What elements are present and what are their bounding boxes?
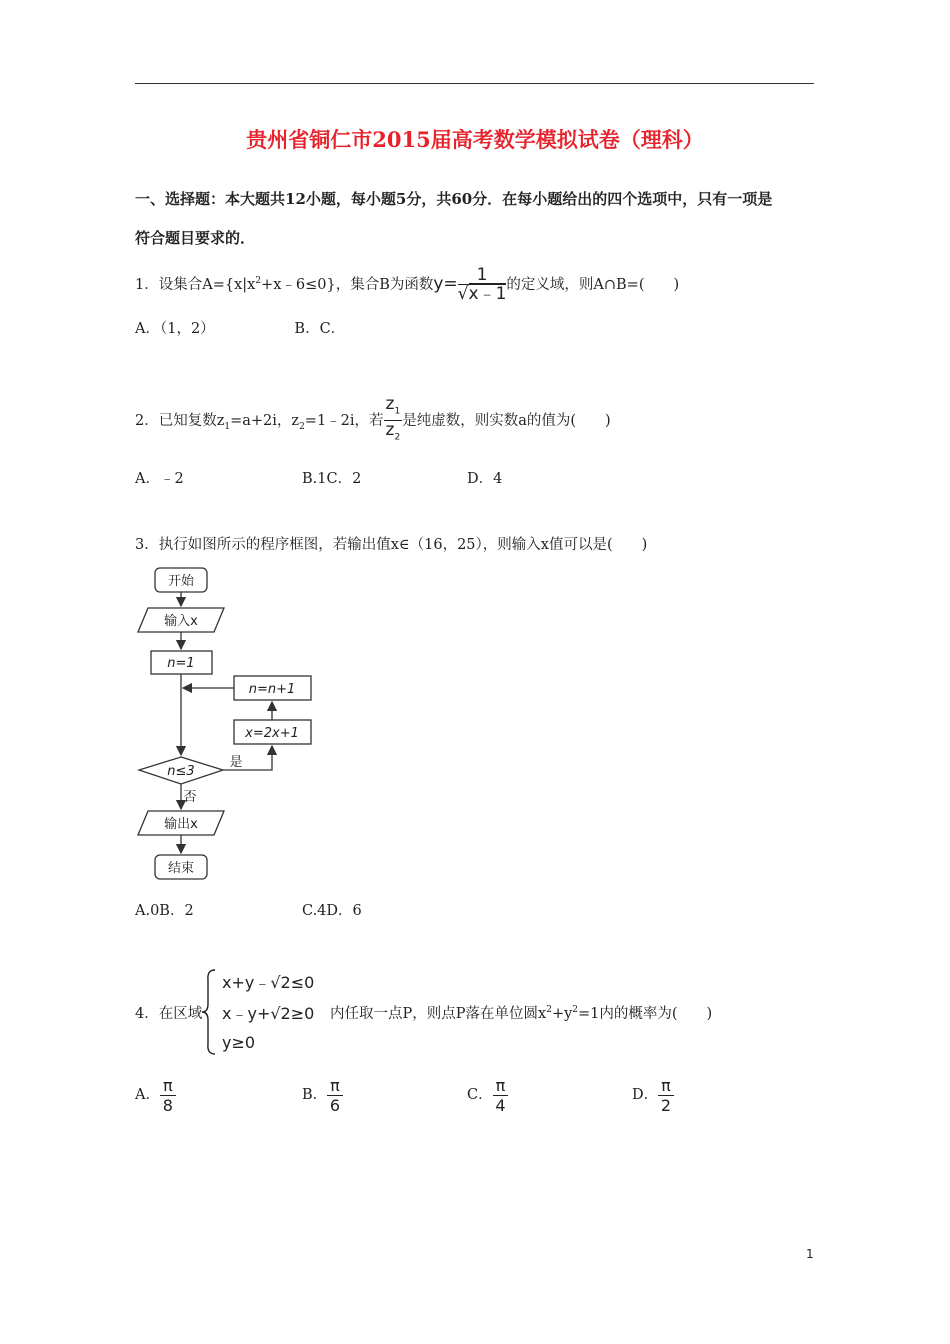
q1-den-text: x﹣1 (468, 284, 507, 305)
page-title: 贵州省铜仁市2015届高考数学模拟试卷（理科） (246, 127, 704, 152)
q2-num-z: z (385, 394, 395, 414)
section-heading-line2: 符合题目要求的． (135, 229, 256, 247)
q4-opt-d-fraction (658, 1076, 674, 1115)
q4-opt-d-label: D． (632, 1087, 659, 1103)
q2-prefix: 2．已知复数z (135, 412, 225, 429)
question-1 (135, 262, 679, 304)
q1-sup: 2 (255, 276, 262, 286)
q1-y: y= (433, 273, 458, 294)
q4-prefix: 4．在区域 (135, 1006, 203, 1022)
q1-mid: +x﹣6≤0}，集合B为函数 (261, 276, 434, 293)
q4-opt-b-label: B． (302, 1087, 328, 1103)
flow-end-label: 结束 (167, 861, 195, 876)
q4-suffix-b: +y (551, 1006, 573, 1022)
question-2 (135, 395, 611, 449)
q2-den-z: z (385, 420, 395, 441)
q3-options-cd: C.4D．6 (302, 903, 362, 919)
q4-inequality-2: x﹣y+√2≥0 (222, 1004, 315, 1023)
q1-fraction (458, 266, 507, 303)
flow-output-label: 输出x (164, 817, 198, 832)
q4-option-b (302, 1074, 343, 1116)
q2-den (384, 421, 403, 446)
q4-option-d (632, 1074, 674, 1116)
question-3: 3．执行如图所示的程序框图，若输出值x∈（16，25），则输入x值可以是( ) (135, 537, 648, 553)
flow-yes-label: 是 (229, 755, 243, 770)
q4-sup2: 2 (572, 1005, 579, 1016)
q4-sup1: 2 (546, 1005, 552, 1016)
q4-opt-a-num: π (160, 1076, 176, 1096)
q2-sub1: 1 (224, 421, 231, 432)
q1-num: 1 (458, 266, 507, 285)
q2-num (384, 395, 403, 421)
q1-prefix: 1．设集合A={x|x (135, 276, 256, 293)
q4-opt-d-num: π (658, 1076, 674, 1096)
q2-option-d: D．4 (467, 471, 503, 487)
page-number: 1 (806, 1247, 814, 1261)
flow-init-label: n=1 (167, 656, 195, 671)
q4-opt-a-den: 8 (162, 1095, 173, 1115)
q4-opt-c-fraction (493, 1076, 509, 1115)
q4-opt-b-fraction (327, 1076, 343, 1115)
q1-options: A．（1，2） B．C． (135, 321, 346, 337)
q2-fraction (384, 395, 403, 447)
q4-opt-b-den: 6 (329, 1095, 341, 1115)
q4-suffix-c: =1内的概率为( ) (578, 1006, 713, 1022)
flow-assign-label: x=2x+1 (245, 726, 299, 741)
q2-suffix: 是纯虚数，则实数a的值为( ) (402, 412, 611, 429)
q4-suffix-a: 内任取一点P，则点P落在单位圆x (330, 1006, 547, 1022)
q1-den: √x﹣1 (457, 284, 507, 305)
flow-no-label: 否 (183, 790, 197, 805)
flow-increment-label: n=n+1 (248, 682, 296, 697)
flow-condition-label: n≤3 (167, 764, 195, 779)
q4-brace (201, 968, 217, 1056)
q2-den-sub: 2 (394, 432, 401, 443)
q3-options-ab: A.0B．2 (135, 903, 194, 919)
q1-suffix: 的定义域，则A∩B=( ) (506, 276, 680, 293)
q2-num-sub: 1 (394, 406, 401, 417)
flowchart (130, 560, 330, 885)
q4-option-a (135, 1074, 176, 1116)
q4-inequality-3: y≥0 (222, 1033, 256, 1052)
flow-start-label: 开始 (167, 574, 195, 589)
q4-opt-c-den: 4 (495, 1095, 506, 1115)
q4-opt-a-fraction (160, 1076, 176, 1115)
q4-opt-c-num: π (493, 1076, 509, 1096)
q4-opt-b-num: π (327, 1076, 343, 1096)
q4-opt-d-den: 2 (660, 1095, 672, 1115)
q2-mid2: =1﹣2i，若 (304, 412, 384, 429)
section-heading-line1: 一、选择题：本大题共12小题，每小题5分，共60分．在每小题给出的四个选项中，只有一项是 (135, 190, 773, 208)
q4-option-c (467, 1074, 508, 1116)
q4-inequality-1: x+y﹣√2≤0 (222, 973, 315, 992)
q4-opt-c-label: C． (467, 1087, 493, 1103)
flow-input-label: 输入x (164, 614, 198, 629)
q2-sub2: 2 (299, 421, 305, 432)
q4-opt-a-label: A． (135, 1087, 160, 1103)
header-rule (135, 83, 814, 84)
q2-option-b: B.1C．2 (302, 471, 362, 487)
q4-text (330, 1002, 712, 1023)
q2-mid1: =a+2i，z (230, 412, 300, 429)
q2-option-a: A．﹣2 (135, 471, 184, 487)
